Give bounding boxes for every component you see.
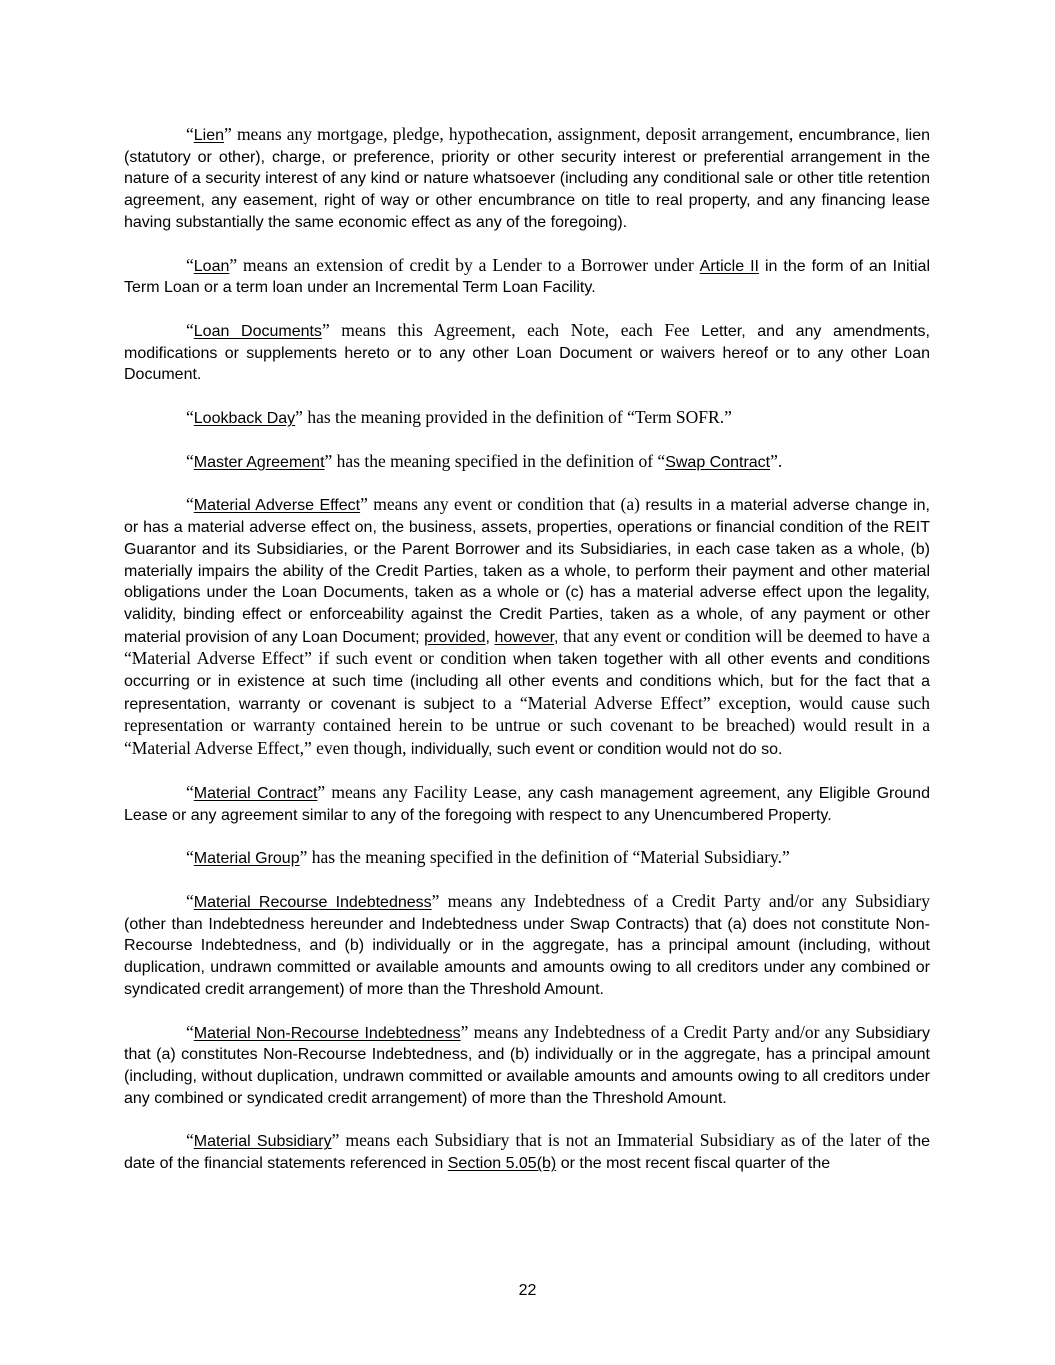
defined-term: Material Subsidiary	[193, 1133, 332, 1151]
defined-term: Material Recourse Indebtedness	[193, 893, 432, 911]
cross-reference: Article II	[699, 257, 759, 275]
emphasis-provided: provided	[424, 628, 486, 646]
document-page	[124, 124, 930, 1196]
defined-term: Material Contract	[193, 784, 318, 802]
defined-term: Lien	[193, 127, 225, 144]
definition-material-non-recourse-indebtedness: “Material Non-Recourse Indebtedness” means any Indebtedness of a Credit Party and/or any Subsidiary that (a) constitutes Non-Recourse Indebtedness, and (b) individually or in the aggregate, has a principal amount (including, without duplication, undrawn committed or available amounts and amounts owing to all creditors under any combined or syndicated credit arrangement) of more than the Threshold Amount.	[124, 1021, 931, 1107]
defined-term: Loan	[193, 257, 230, 275]
definition-material-group: “Material Group” has the meaning specified in the definition of “Material Subsidiary.”	[186, 847, 790, 868]
definition-lookback-day: “Lookback Day” has the meaning provided in the definition of “Term SOFR.”	[186, 407, 732, 428]
definition-loan: “Loan” means an extension of credit by a Lender to a Borrower under Article II in the form of an Initial Term Loan or a term loan under an Incremental Term Loan Facility.	[124, 254, 931, 297]
cross-reference: Swap Contract	[665, 453, 771, 471]
defined-term: Master Agreement	[193, 453, 325, 471]
definition-loan-documents: “Loan Documents” means this Agreement, each Note, each Fee Letter, and any amendments, modifications or supplements hereto or to any other Loan Document or waivers hereof or to any other Loan Document.	[124, 319, 930, 384]
definition-material-contract: “Material Contract” means any Facility Lease, any cash management agreement, any Eligible Ground Lease or any agreement similar to any of the foregoing with respect to any Unencumbered Property.	[124, 781, 930, 824]
definition-material-adverse-effect: “Material Adverse Effect” means any event or condition that (a) results in a material adverse change in, or has a material adverse effect on, the business, assets, properties, operations or financial condition of the REIT Guarantor and its Subsidiaries, or the Parent Borrower and its Subsidiaries, in each case taken as a whole, (b) materially impairs the ability of the Credit Parties, taken as a whole, to perform their payment and other material obligations under the Loan Documents, taken as a whole or (c) has a material adverse effect upon the legality, validity, binding effect or enforceability against the Credit Parties, taken as a whole, of any payment or other material provision of any Loan Document; provided, however, that any event or condition will be deemed to have a “Material Adverse Effect” if such event or condition when taken together with all other events and conditions occurring or in existence at such time (including all other events and conditions which, but for the fact that a representation, warranty or covenant is subject to a “Material Adverse Effect” exception, would cause such representation or warranty contained herein to be untrue or such covenant to be breached) would result in a “Material Adverse Effect,” even though, individually, such event or condition would not do so.	[124, 494, 931, 759]
definition-material-recourse-indebtedness: “Material Recourse Indebtedness” means any Indebtedness of a Credit Party and/or any Subsidiary (other than Indebtedness hereunder and Indebtedness under Swap Contracts) that (a) does not constitute Non-Recourse Indebtedness, and (b) individually or in the aggregate, has a principal amount (including, without duplication, undrawn committed or available amounts and amounts owing to all creditors under any combined or syndicated credit arrangement) of more than the Threshold Amount.	[124, 890, 930, 998]
emphasis-however: however	[494, 628, 555, 646]
defined-term: Material Adverse Effect	[193, 497, 361, 515]
page-number: 22	[518, 1282, 537, 1299]
defined-term: Material Group	[193, 850, 300, 868]
defined-term: Loan Documents	[193, 322, 322, 340]
definition-master-agreement: “Master Agreement” has the meaning specified in the definition of “Swap Contract”.	[186, 450, 783, 471]
cross-reference: Section 5.05(b)	[447, 1155, 557, 1173]
definition-lien: “Lien” means any mortgage, pledge, hypothecation, assignment, deposit arrangement, encumbrance, lien (statutory or other), charge, or preference, priority or other security interest or preferential arrangement in the nature of a security interest of any kind or nature whatsoever (including any conditional sale or other title retention agreement, any easement, right of way or other encumbrance on title to real property, and any financing lease having substantially the same economic effect as any of the foregoing).	[124, 124, 931, 231]
definition-material-subsidiary: “Material Subsidiary” means each Subsidiary that is not an Immaterial Subsidiary as of the later of the date of the financial statements referenced in Section 5.05(b) or the most recent fiscal quarter of the	[124, 1130, 931, 1173]
defined-term: Lookback Day	[193, 410, 296, 428]
defined-term: Material Non-Recourse Indebtedness	[193, 1024, 461, 1042]
